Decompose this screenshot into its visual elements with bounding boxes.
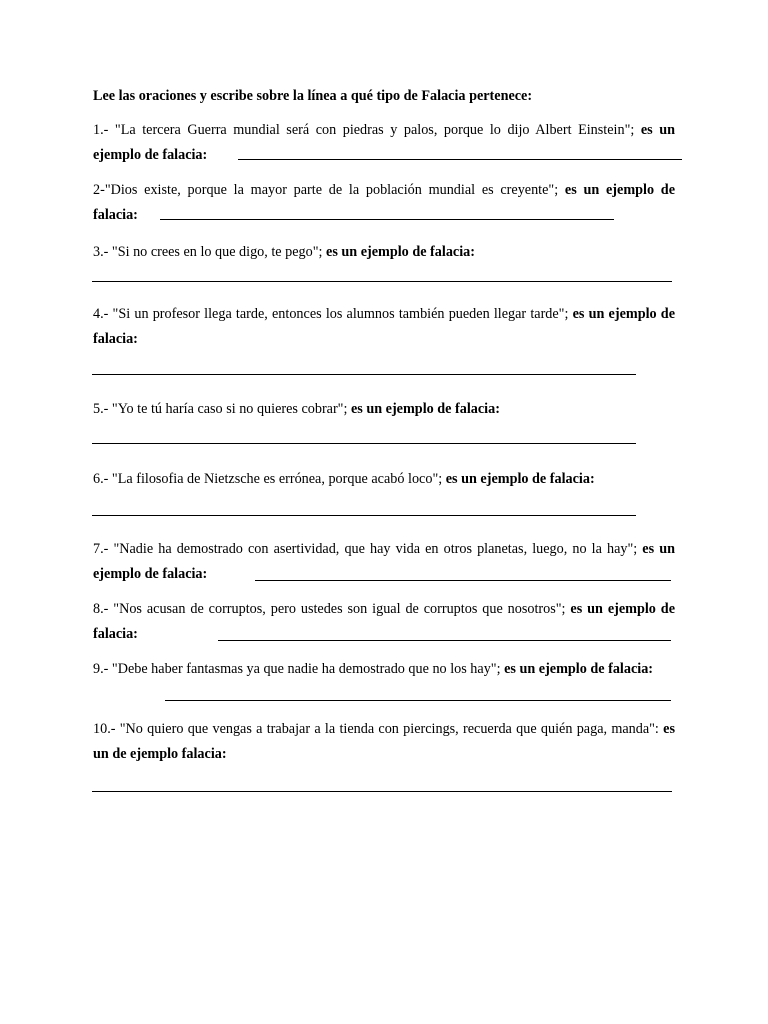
question-3-text: 3.- "Si no crees en lo que digo, te pego"; (93, 244, 327, 260)
question-10-prompt: es un de ejemplo falacia: (93, 721, 675, 762)
answer-line-4[interactable] (92, 374, 636, 375)
question-5-text: 5.- "Yo te tú haría caso si no quieres cobrar"; (93, 401, 351, 417)
question-10 (93, 717, 675, 767)
question-2-prompt: es un ejemplo de falacia: (93, 182, 675, 223)
question-10-text: 10.- "No quiero que vengas a trabajar a la tienda con piercings, recuerda que quién paga, manda": (93, 721, 664, 737)
answer-line-9[interactable] (165, 700, 671, 701)
question-9-prompt: es un ejemplo de falacia: (504, 661, 654, 677)
question-4-prompt: es un ejemplo de falacia: (93, 306, 675, 347)
answer-line-5[interactable] (92, 443, 636, 444)
answer-line-3[interactable] (92, 281, 672, 282)
answer-line-7[interactable] (255, 580, 671, 581)
question-5-prompt: es un ejemplo de falacia: (350, 401, 500, 417)
question-4 (93, 302, 675, 352)
worksheet-instructions: Lee las oraciones y escribe sobre la línea a qué tipo de Falacia pertenece: (93, 88, 533, 104)
question-2-text: 2-"Dios existe, porque la mayor parte de la población mundial es creyente"; (93, 182, 565, 198)
answer-line-6[interactable] (92, 515, 636, 516)
question-6-text: 6.- "La filosofia de Nietzsche es errónea, porque acabó loco"; (93, 471, 446, 487)
question-7-text: 7.- "Nadie ha demostrado con asertividad, que hay vida en otros planetas, luego, no la hay"; (93, 541, 643, 557)
question-4-text: 4.- "Si un profesor llega tarde, entonces los alumnos también pueden llegar tarde"; (93, 306, 573, 322)
question-5 (93, 397, 675, 422)
question-1 (93, 118, 675, 168)
question-9 (93, 657, 675, 682)
question-7-prompt: es un ejemplo de falacia: (93, 541, 675, 582)
question-2 (93, 178, 675, 228)
answer-line-2[interactable] (160, 219, 614, 220)
question-3-prompt: es un ejemplo de falacia: (326, 244, 475, 260)
question-8-prompt: es un ejemplo de falacia: (93, 601, 675, 642)
question-1-prompt: es un ejemplo de falacia: (93, 122, 676, 163)
question-9-text: 9.- "Debe haber fantasmas ya que nadie ha demostrado que no los hay"; (93, 661, 505, 677)
answer-line-8[interactable] (218, 640, 671, 641)
answer-line-1[interactable] (238, 159, 682, 160)
question-6-prompt: es un ejemplo de falacia: (445, 471, 595, 487)
question-6 (93, 467, 675, 492)
question-1-text: 1.- "La tercera Guerra mundial será con piedras y palos, porque lo dijo Albert Einstein"; (93, 122, 641, 138)
answer-line-10[interactable] (92, 791, 672, 792)
question-3 (93, 240, 675, 265)
question-8-text: 8.- "Nos acusan de corruptos, pero ustedes son igual de corruptos que nosotros"; (93, 601, 571, 617)
